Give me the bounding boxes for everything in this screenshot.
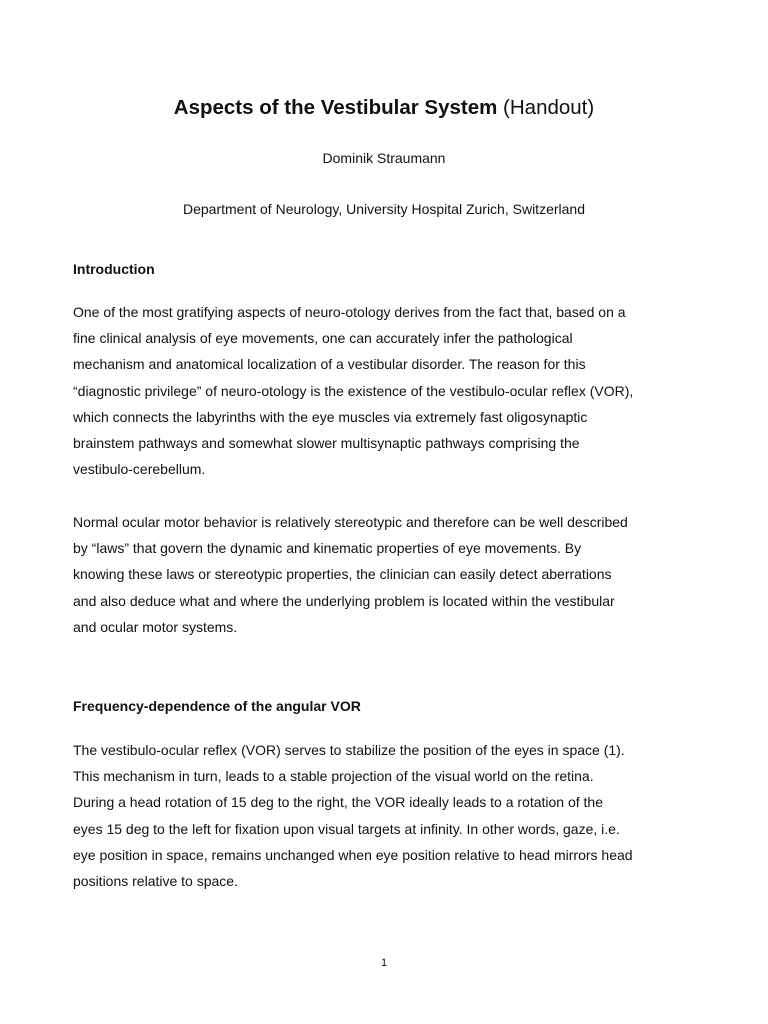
- paragraph-line: and ocular motor systems.: [73, 618, 238, 635]
- page-number: 1: [380, 957, 388, 969]
- paragraph-line: which connects the labyrinths with the eye muscles via extremely fast oligosynaptic: [73, 408, 588, 425]
- title-suffix: (Handout): [497, 96, 595, 119]
- paragraph-line: During a head rotation of 15 deg to the right, the VOR ideally leads to a rotation of the: [73, 794, 604, 811]
- paragraph: [73, 299, 713, 482]
- paragraph: [73, 509, 713, 640]
- paragraph-line: “diagnostic privilege” of neuro-otology is the existence of the vestibulo-ocular reflex (VOR),: [73, 382, 634, 399]
- paragraph-line: mechanism and anatomical localization of a vestibular disorder. The reason for this: [73, 356, 586, 373]
- paragraph-line: positions relative to space.: [73, 873, 238, 890]
- paragraph-line: fine clinical analysis of eye movements, one can accurately infer the pathological: [73, 330, 573, 347]
- author-name: Dominik Straumann: [322, 150, 446, 166]
- paragraph-line: vestibulo-cerebellum.: [73, 461, 206, 478]
- paragraph-line: by “laws” that govern the dynamic and kinematic properties of eye movements. By: [73, 540, 582, 557]
- paragraph-line: eyes 15 deg to the left for fixation upon visual targets at infinity. In other words, gaze, i.e.: [73, 820, 620, 837]
- author-affiliation: Department of Neurology, University Hospital Zurich, Switzerland: [182, 201, 585, 217]
- section-heading-frequency-dependence: Frequency-dependence of the angular VOR: [73, 698, 361, 714]
- section-heading-introduction: Introduction: [73, 261, 155, 277]
- paragraph-line: One of the most gratifying aspects of neuro-otology derives from the fact that, based on a: [73, 304, 626, 320]
- paragraph: [73, 737, 713, 894]
- paragraph-line: This mechanism in turn, leads to a stable projection of the visual world on the retina.: [73, 768, 594, 785]
- title-main: Aspects of the Vestibular System: [173, 96, 498, 119]
- paragraph-line: Normal ocular motor behavior is relatively stereotypic and therefore can be well described: [73, 514, 628, 530]
- paragraph-line: eye position in space, remains unchanged when eye position relative to head mirrors head: [73, 846, 633, 863]
- paragraph-line: brainstem pathways and somewhat slower multisynaptic pathways comprising the: [73, 435, 580, 452]
- paragraph-line: and also deduce what and where the underlying problem is located within the vestibular: [73, 592, 615, 609]
- paragraph-line: knowing these laws or stereotypic properties, the clinician can easily detect aberrations: [73, 566, 612, 583]
- document-title: [0, 94, 768, 122]
- paragraph-line: The vestibulo-ocular reflex (VOR) serves to stabilize the position of the eyes in space (1).: [73, 742, 625, 758]
